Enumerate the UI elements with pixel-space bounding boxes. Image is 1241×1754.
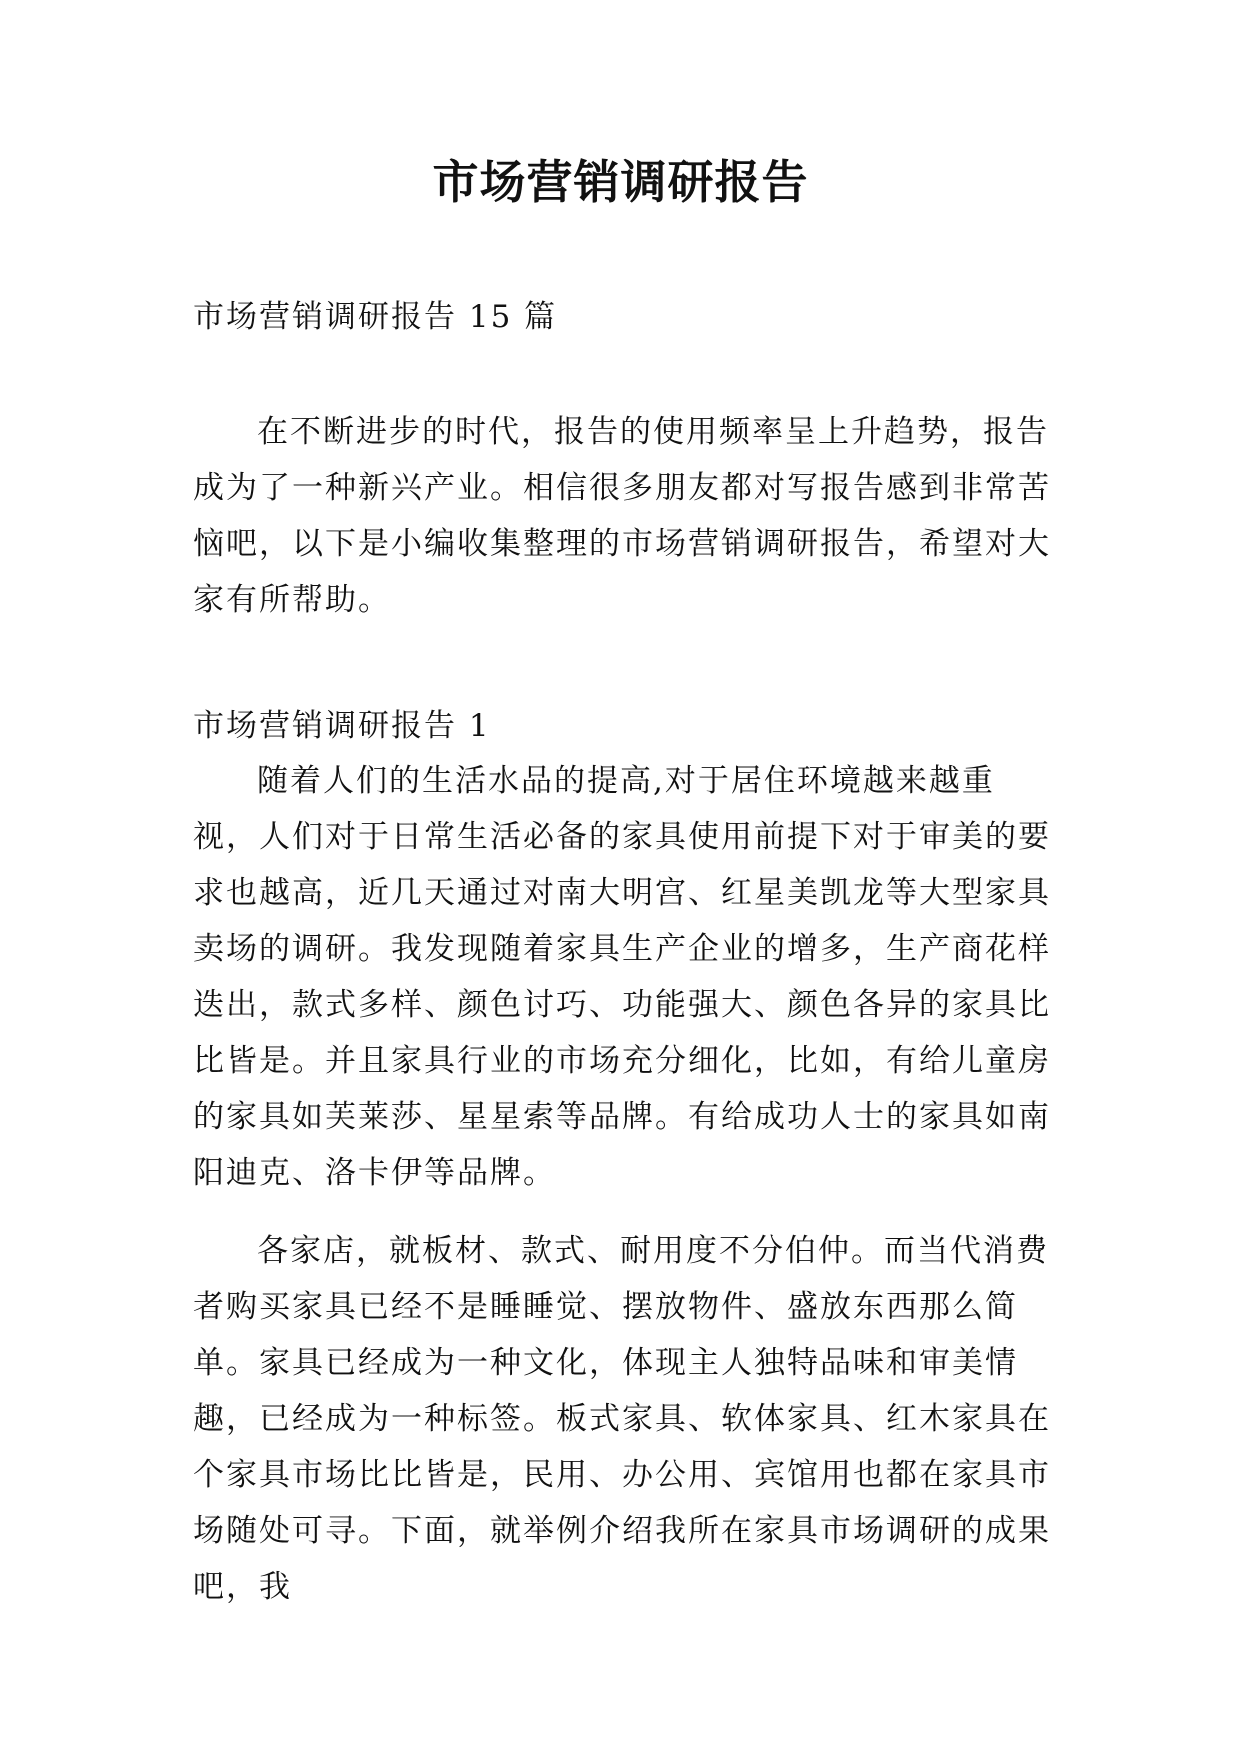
- body-paragraph-2: 各家店，就板材、款式、耐用度不分伯仲。而当代消费者购买家具已经不是睡睡觉、摆放物件、盛放东西那么简单。家具已经成为一种文化，体现主人独特品味和审美情趣，已经成为一种标签。板式家具、软体家具、红木家具在个家具市场比比皆是，民用、办公用、宾馆用也都在家具市场随处可寻。下面，就举例介绍我所在家具市场调研的成果吧，我: [193, 1233, 1051, 1605]
- body-paragraph-1: 随着人们的生活水品的提高,对于居住环境越来越重视，人们对于日常生活必备的家具使用前提下对于审美的要求也越高，近几天通过对南大明宫、红星美凯龙等大型家具卖场的调研。我发现随着家具生产企业的增多，生产商花样迭出，款式多样、颜色讨巧、功能强大、颜色各异的家具比比皆是。并且家具行业的市场充分细化，比如，有给儿童房的家具如芙莱莎、星星索等品牌。有给成功人士的家具如南阳迪克、洛卡伊等品牌。: [193, 763, 1051, 1191]
- document-subtitle: 市场营销调研报告 15 篇: [193, 299, 558, 335]
- intro-paragraph: 在不断进步的时代，报告的使用频率呈上升趋势，报告成为了一种新兴产业。相信很多朋友都对写报告感到非常苦恼吧，以下是小编收集整理的市场营销调研报告，希望对大家有所帮助。: [193, 414, 1051, 618]
- section-heading: 市场营销调研报告 1: [193, 708, 491, 744]
- document-title: 市场营销调研报告: [432, 155, 809, 209]
